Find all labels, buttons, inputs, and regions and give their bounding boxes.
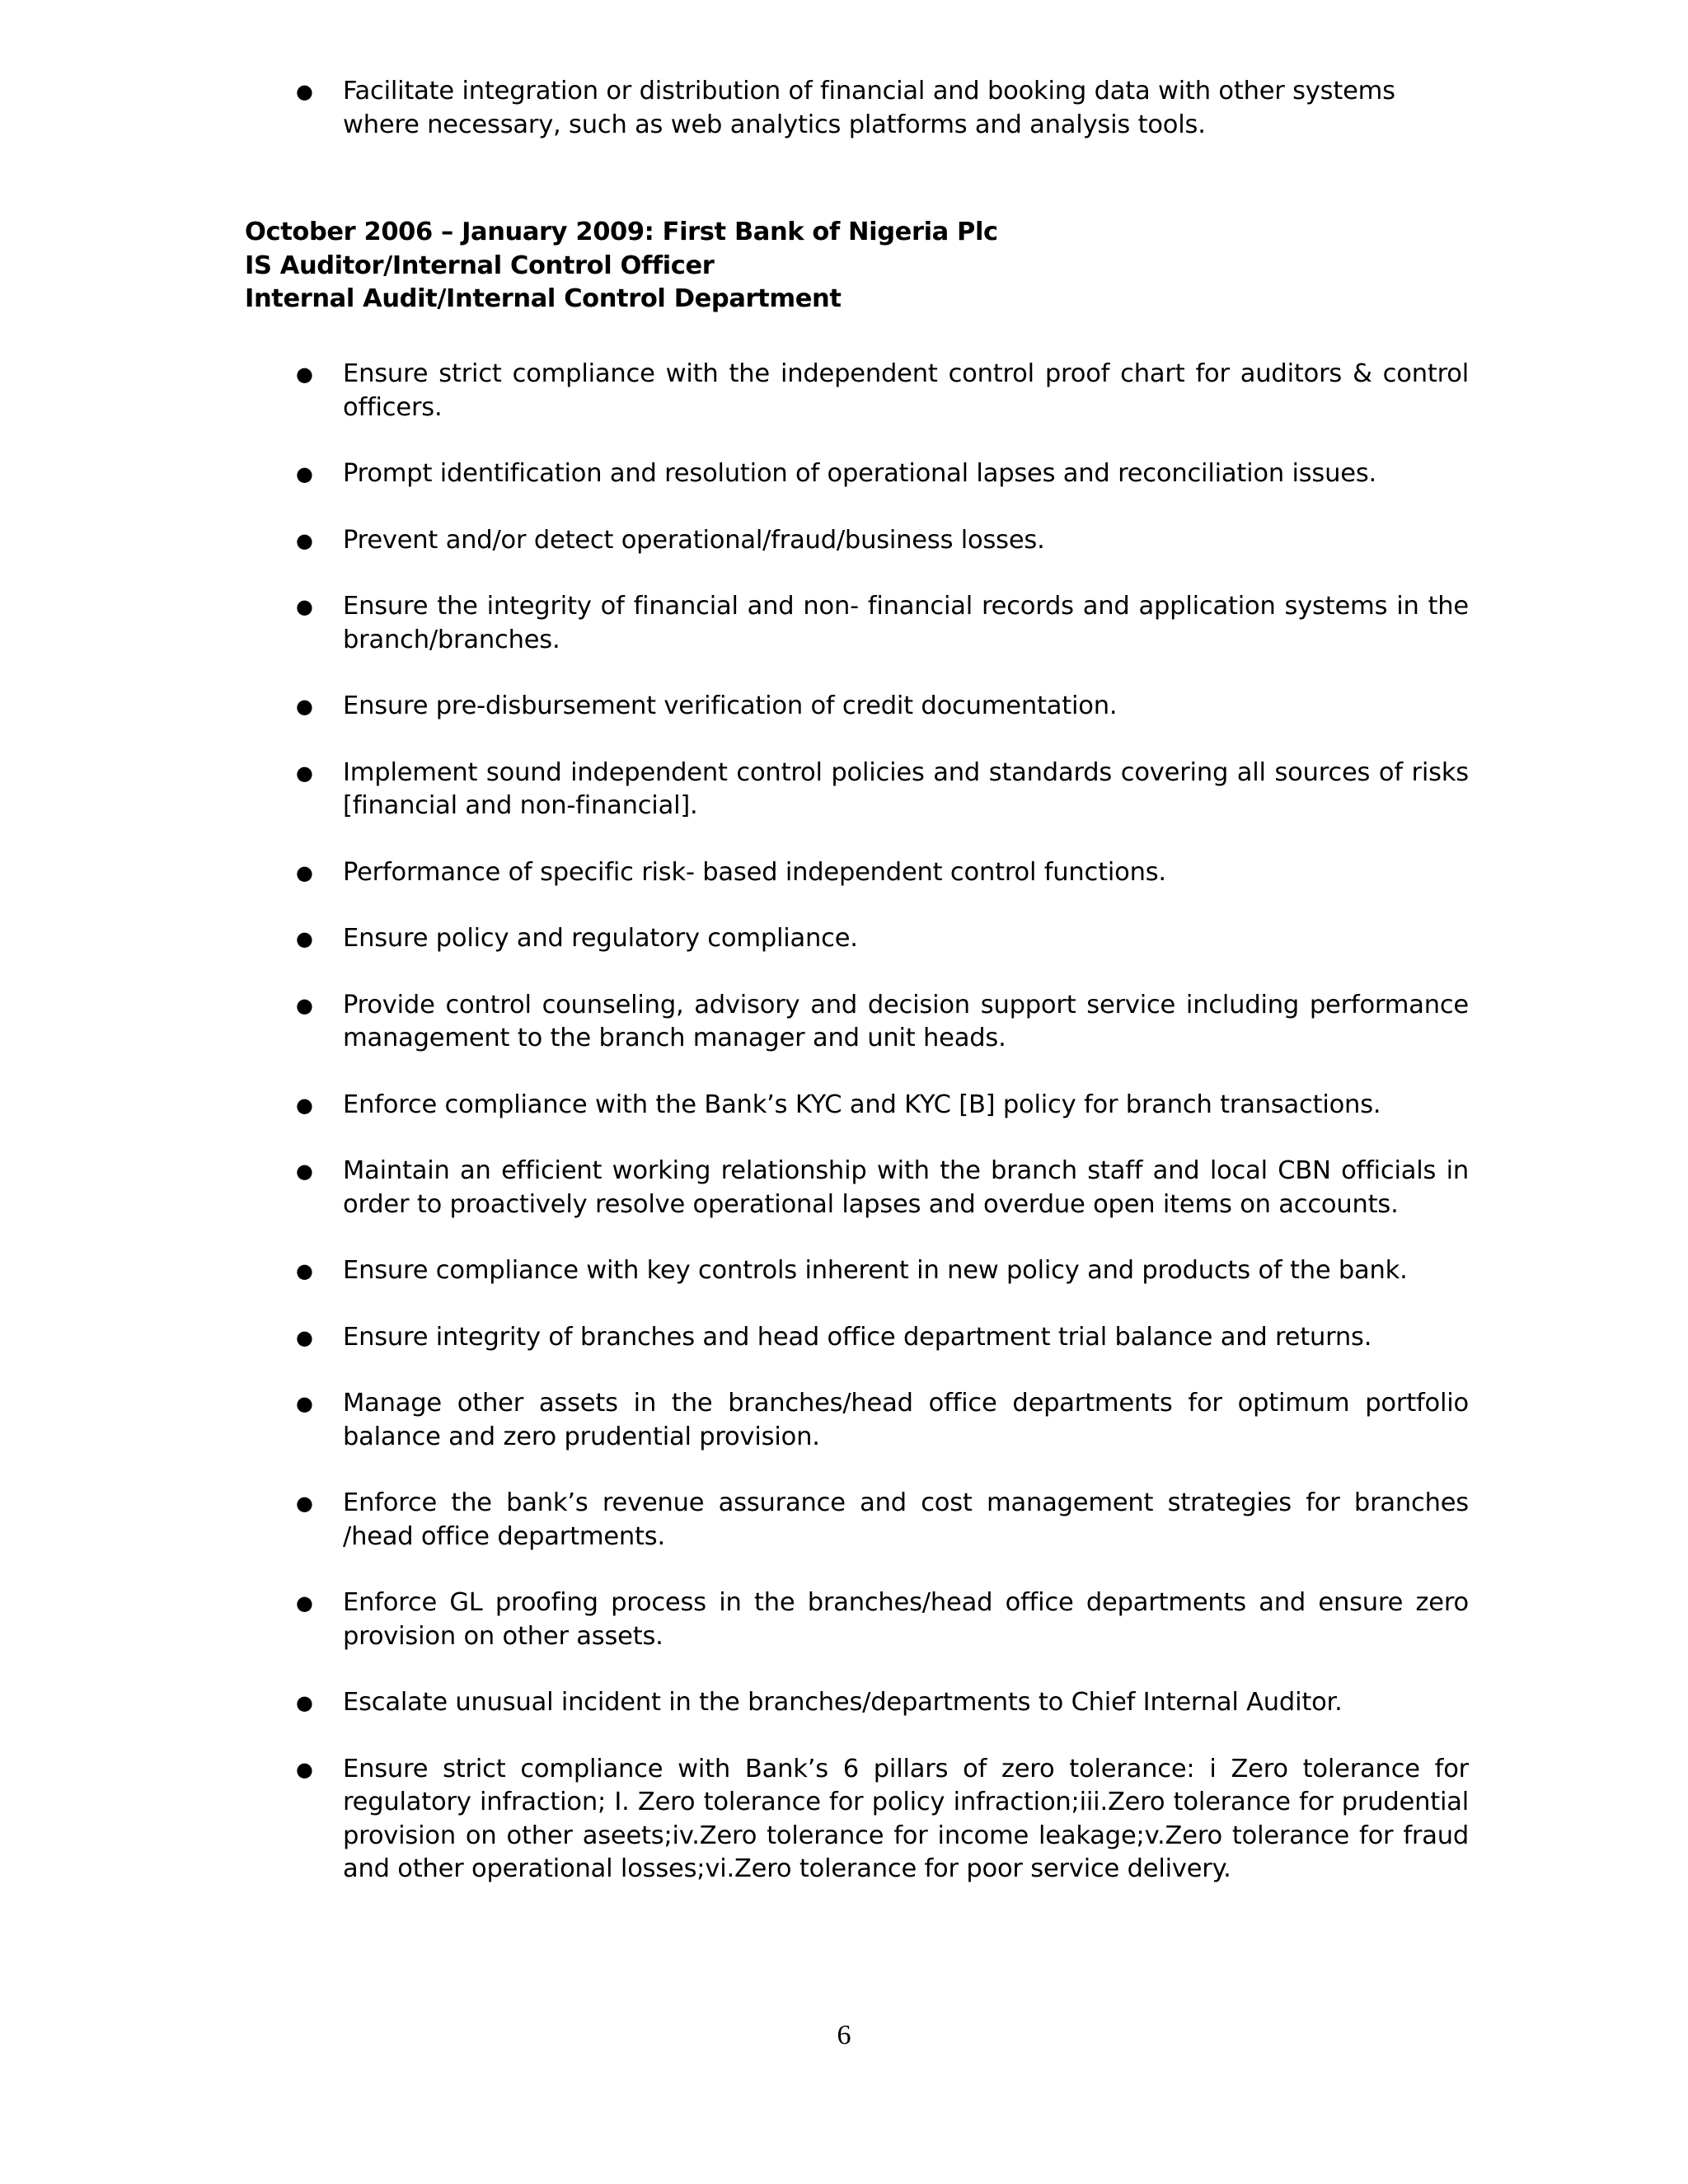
bullet-icon: ● [296,462,313,485]
bullet-text: Ensure pre-disbursement verification of credit documentation. [343,691,1118,720]
list-item [288,75,1469,142]
bullet-icon: ● [296,860,313,884]
bullet-icon: ● [296,1392,313,1415]
bullet-icon: ● [296,695,313,718]
list-item [288,358,1469,424]
bullet-text: Escalate unusual incident in the branches/departments to Chief Internal Auditor. [343,1688,1343,1717]
list-item [288,922,1469,956]
bullet-icon: ● [296,993,313,1017]
bullet-text: Ensure the integrity of financial and non- financial records and application systems in the branch/branches. [343,592,1469,654]
list-item [288,457,1469,491]
bullet-text: Provide control counseling, advisory and decision support service including performance management to the branch manager and unit heads. [343,990,1469,1052]
responsibilities-list [288,358,1469,1886]
bullet-text: Enforce GL proofing process in the branches/head office departments and ensure zero provision on other assets. [343,1588,1469,1651]
bullet-icon: ● [296,1093,313,1117]
bullet-icon: ● [296,595,313,618]
bullet-icon: ● [296,528,313,552]
bullet-text: Implement sound independent control policies and standards covering all sources of risks [financial and non-financial]. [343,757,1469,820]
bullet-icon: ● [296,80,313,103]
bullet-icon: ● [296,1259,313,1282]
bullet-icon: ● [296,1757,313,1781]
bullet-text: Maintain an efficient working relationship with the branch staff and local CBN officials in order to proactively resolve operational lapses and overdue open items on accounts. [343,1156,1469,1219]
list-item [288,1254,1469,1288]
bullet-text: Ensure compliance with key controls inherent in new policy and products of the bank. [343,1256,1408,1285]
bullet-text: Ensure integrity of branches and head office department trial balance and returns. [343,1322,1372,1352]
bullet-icon: ● [296,1325,313,1349]
list-item [288,856,1469,890]
list-item [288,757,1469,823]
page-number: 6 [837,2020,851,2050]
bullet-icon: ● [296,761,313,785]
bullet-icon: ● [296,363,313,386]
job-period-employer: October 2006 – January 2009: First Bank of Nigeria Plc [245,218,998,246]
top-bullet-list [288,75,1469,142]
bullet-text: Ensure strict compliance with Bank’s 6 pillars of zero tolerance: i Zero tolerance for regulatory infraction; I. Zero tolerance for policy infraction;iii.Zero tolerance for prudential provision on other aseets;iv.Zero tolerance for income leakage;v.Zero tolerance for fraud and other operational losses;vi.Zero tolerance for poor service delivery. [343,1754,1469,1883]
bullet-text: Ensure strict compliance with the independent control proof chart for auditors & control officers. [343,359,1469,422]
bullet-text: Manage other assets in the branches/head office departments for optimum portfolio balance and zero prudential provision. [343,1389,1469,1451]
list-item [288,1155,1469,1221]
bullet-icon: ● [296,927,313,950]
bullet-text: Facilitate integration or distribution of financial and booking data with other systems where necessary, such as web analytics platforms and analysis tools. [343,77,1395,139]
bullet-text: Enforce the bank’s revenue assurance and cost management strategies for branches /head office departments. [343,1488,1469,1551]
bullet-icon: ● [296,1160,313,1183]
list-item [288,524,1469,558]
list-item [288,1686,1469,1720]
list-item [288,1753,1469,1886]
list-item [288,1321,1469,1355]
list-item [288,590,1469,657]
list-item [288,1487,1469,1554]
bullet-icon: ● [296,1492,313,1515]
bullet-text: Prompt identification and resolution of operational lapses and reconciliation issues. [343,459,1377,488]
job-heading [245,216,1399,316]
job-department: Internal Audit/Internal Control Department [245,284,842,313]
bullet-text: Prevent and/or detect operational/fraud/business losses. [343,525,1045,555]
list-item [288,989,1469,1056]
bullet-icon: ● [296,1591,313,1615]
bullet-icon: ● [296,1691,313,1714]
list-item [288,690,1469,724]
bullet-text: Performance of specific risk- based independent control functions. [343,857,1166,887]
bullet-text: Enforce compliance with the Bank’s KYC and KYC [B] policy for branch transactions. [343,1090,1381,1119]
list-item [288,1089,1469,1122]
list-item [288,1586,1469,1653]
list-item [288,1387,1469,1454]
job-role: IS Auditor/Internal Control Officer [245,251,715,280]
bullet-text: Ensure policy and regulatory compliance. [343,924,858,953]
